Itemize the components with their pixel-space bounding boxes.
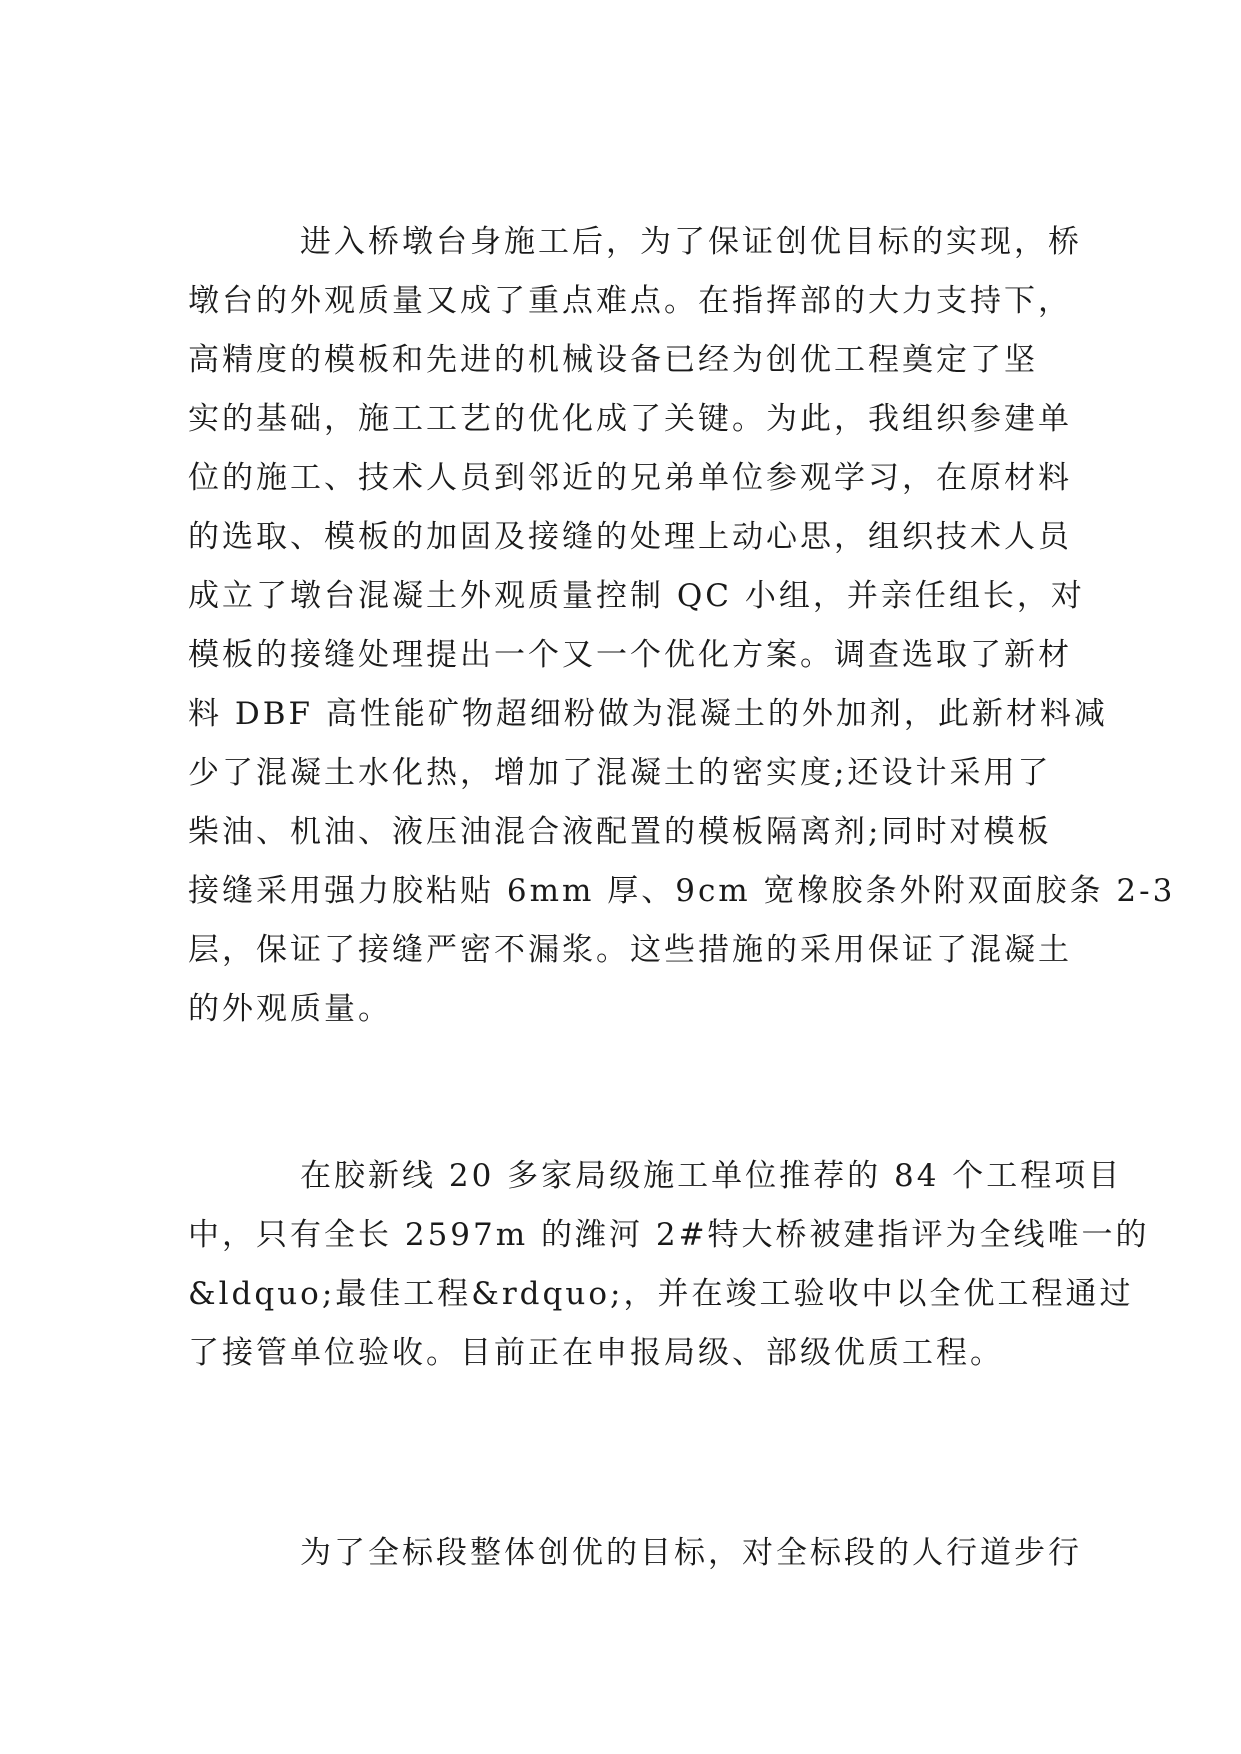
paragraph-line: 墩台的外观质量又成了重点难点。在指挥部的大力支持下， bbox=[188, 283, 1072, 319]
paragraph-1 bbox=[188, 213, 1176, 1039]
paragraph-line: 模板的接缝处理提出一个又一个优化方案。调查选取了新材 bbox=[188, 637, 1072, 673]
paragraph-line: 层，保证了接缝严密不漏浆。这些措施的采用保证了混凝土 bbox=[188, 932, 1072, 968]
paragraph-line: 柴油、机油、液压油混合液配置的模板隔离剂;同时对模板 bbox=[188, 814, 1052, 850]
paragraph-line: 为了全标段整体创优的目标，对全标段的人行道步行 bbox=[300, 1535, 1082, 1571]
paragraph-line: 进入桥墩台身施工后，为了保证创优目标的实现，桥 bbox=[300, 224, 1082, 260]
paragraph-line: 的选取、模板的加固及接缝的处理上动心思，组织技术人员 bbox=[188, 519, 1072, 555]
paragraph-line: 料 DBF 高性能矿物超细粉做为混凝土的外加剂，此新材料减 bbox=[188, 696, 1108, 732]
paragraph-line: 的外观质量。 bbox=[188, 991, 392, 1027]
paragraph-line: 了接管单位验收。目前正在申报局级、部级优质工程。 bbox=[188, 1335, 1004, 1371]
paragraph-line: 接缝采用强力胶粘贴 6mm 厚、9cm 宽橡胶条外附双面胶条 2-3 bbox=[188, 873, 1176, 909]
paragraph-line: 成立了墩台混凝土外观质量控制 QC 小组，并亲任组长，对 bbox=[188, 578, 1085, 614]
paragraph-2 bbox=[188, 1147, 1150, 1383]
paragraph-line: 实的基础，施工工艺的优化成了关键。为此，我组织参建单 bbox=[188, 401, 1072, 437]
paragraph-line: 少了混凝土水化热，增加了混凝土的密实度;还设计采用了 bbox=[188, 755, 1052, 791]
paragraph-line: 在胶新线 20 多家局级施工单位推荐的 84 个工程项目 bbox=[300, 1158, 1123, 1194]
paragraph-line: 高精度的模板和先进的机械设备已经为创优工程奠定了坚 bbox=[188, 342, 1038, 378]
paragraph-line: &ldquo;最佳工程&rdquo;，并在竣工验收中以全优工程通过 bbox=[188, 1276, 1134, 1312]
paragraph-3 bbox=[188, 1524, 1082, 1583]
paragraph-line: 位的施工、技术人员到邻近的兄弟单位参观学习，在原材料 bbox=[188, 460, 1072, 496]
paragraph-line: 中，只有全长 2597m 的潍河 2#特大桥被建指评为全线唯一的 bbox=[188, 1217, 1150, 1253]
